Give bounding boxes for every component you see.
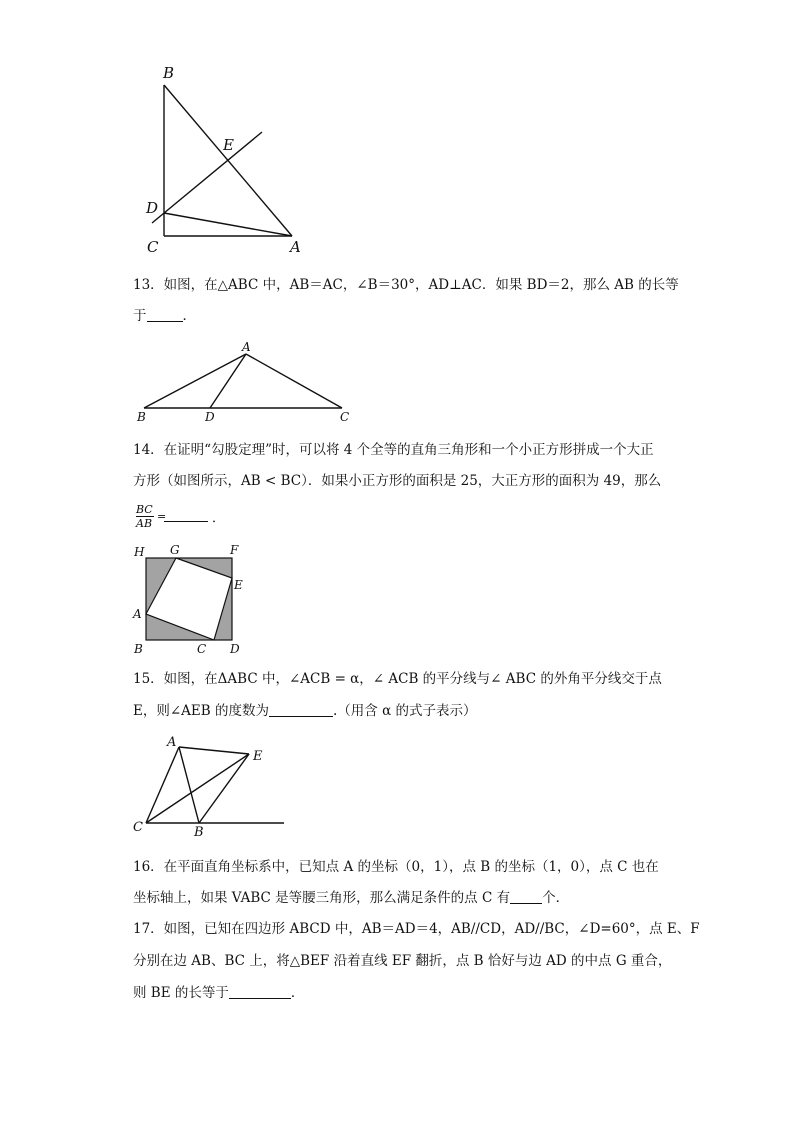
label-c: C	[133, 820, 143, 835]
q16-answer-blank[interactable]	[510, 891, 542, 904]
q17-prefix: 则 BE 的长等于	[133, 985, 229, 1001]
segment-ab	[179, 747, 199, 823]
line-de	[152, 132, 262, 223]
figure-q15	[130, 732, 300, 842]
question-17-line2: 分别在边 AB、BC 上，将△BEF 沿着直线 EF 翻折，点 B 恰好与边 AD 的中点 G 重合，	[133, 953, 672, 969]
segment-ab	[144, 354, 246, 408]
label-b: B	[137, 410, 146, 424]
label-e: E	[253, 749, 263, 764]
figure-q13	[130, 340, 360, 430]
fraction-denominator: AB	[136, 517, 153, 530]
segment-be	[199, 754, 249, 823]
question-15-line1: 15．如图，在ΔABC 中，∠ACB = α，∠ ACB 的平分线与∠ ABC 的外角平分线交于点	[133, 671, 662, 687]
label-b: B	[134, 642, 143, 656]
q15-answer-blank[interactable]	[269, 704, 333, 717]
question-15-line2	[133, 703, 673, 719]
segment-ac	[246, 354, 342, 408]
label-a: A	[290, 238, 301, 256]
q16-prefix: 坐标轴上，如果 VABC 是等腰三角形，那么满足条件的点 C 有	[133, 890, 511, 906]
label-f: F	[230, 543, 239, 557]
label-d: D	[230, 642, 240, 656]
label-b: B	[163, 64, 175, 82]
q15-suffix: .（用含 α 的式子表示）	[332, 703, 477, 719]
q13-answer-blank[interactable]	[147, 309, 183, 322]
q15-prefix: E，则∠AEB 的度数为	[133, 703, 269, 719]
q17-answer-blank[interactable]	[229, 986, 291, 999]
q16-suffix: 个．	[542, 890, 570, 906]
q14-answer-blank[interactable]	[164, 513, 208, 522]
question-17-line3	[133, 985, 673, 1001]
label-h: H	[134, 545, 145, 559]
segment-ae	[179, 747, 249, 754]
segment-ad	[210, 354, 246, 408]
label-d: D	[146, 199, 159, 217]
equals-sign: =	[157, 510, 167, 523]
label-c: C	[340, 410, 350, 424]
label-a: A	[167, 735, 177, 750]
question-16-line1: 16．在平面直角坐标系中，已知点 A 的坐标（0，1），点 B 的坐标（1，0），点 C 也在	[133, 859, 659, 875]
question-13-line2	[133, 308, 673, 324]
label-e: E	[234, 578, 243, 592]
q17-suffix: ．	[290, 985, 305, 1001]
label-c: C	[197, 642, 207, 656]
label-e: E	[223, 136, 234, 154]
q14-end: ．	[212, 511, 226, 526]
label-a: A	[242, 340, 251, 354]
question-16-line2	[133, 890, 673, 906]
question-13-line1: 13．如图，在△ABC 中，AB＝AC，∠B＝30°，AD⊥AC．如果 BD＝2，那么 AB 的长等	[133, 277, 679, 293]
label-c: C	[147, 238, 159, 256]
segment-da	[164, 213, 292, 236]
figure-q12	[140, 60, 301, 260]
question-14-line2: 方形（如图所示，AB < BC）．如果小正方形的面积是 25，大正方形的面积为 49，那么	[133, 473, 662, 489]
label-a: A	[133, 607, 142, 621]
label-d: D	[205, 410, 215, 424]
figure-q14	[130, 540, 250, 660]
label-b: B	[194, 825, 204, 840]
label-g: G	[170, 543, 180, 557]
question-14-line1: 14．在证明“勾股定理”时，可以将 4 个全等的直角三角形和一个小正方形拼成一个大正	[133, 442, 654, 458]
q13-prefix: 于	[133, 308, 147, 324]
q13-suffix: ．	[182, 308, 196, 324]
fraction-numerator: BC	[136, 503, 153, 516]
question-17-line1: 17．如图，已知在四边形 ABCD 中，AB＝AD＝4，AB//CD，AD//BC，∠D=60°，点 E、F	[133, 921, 700, 937]
